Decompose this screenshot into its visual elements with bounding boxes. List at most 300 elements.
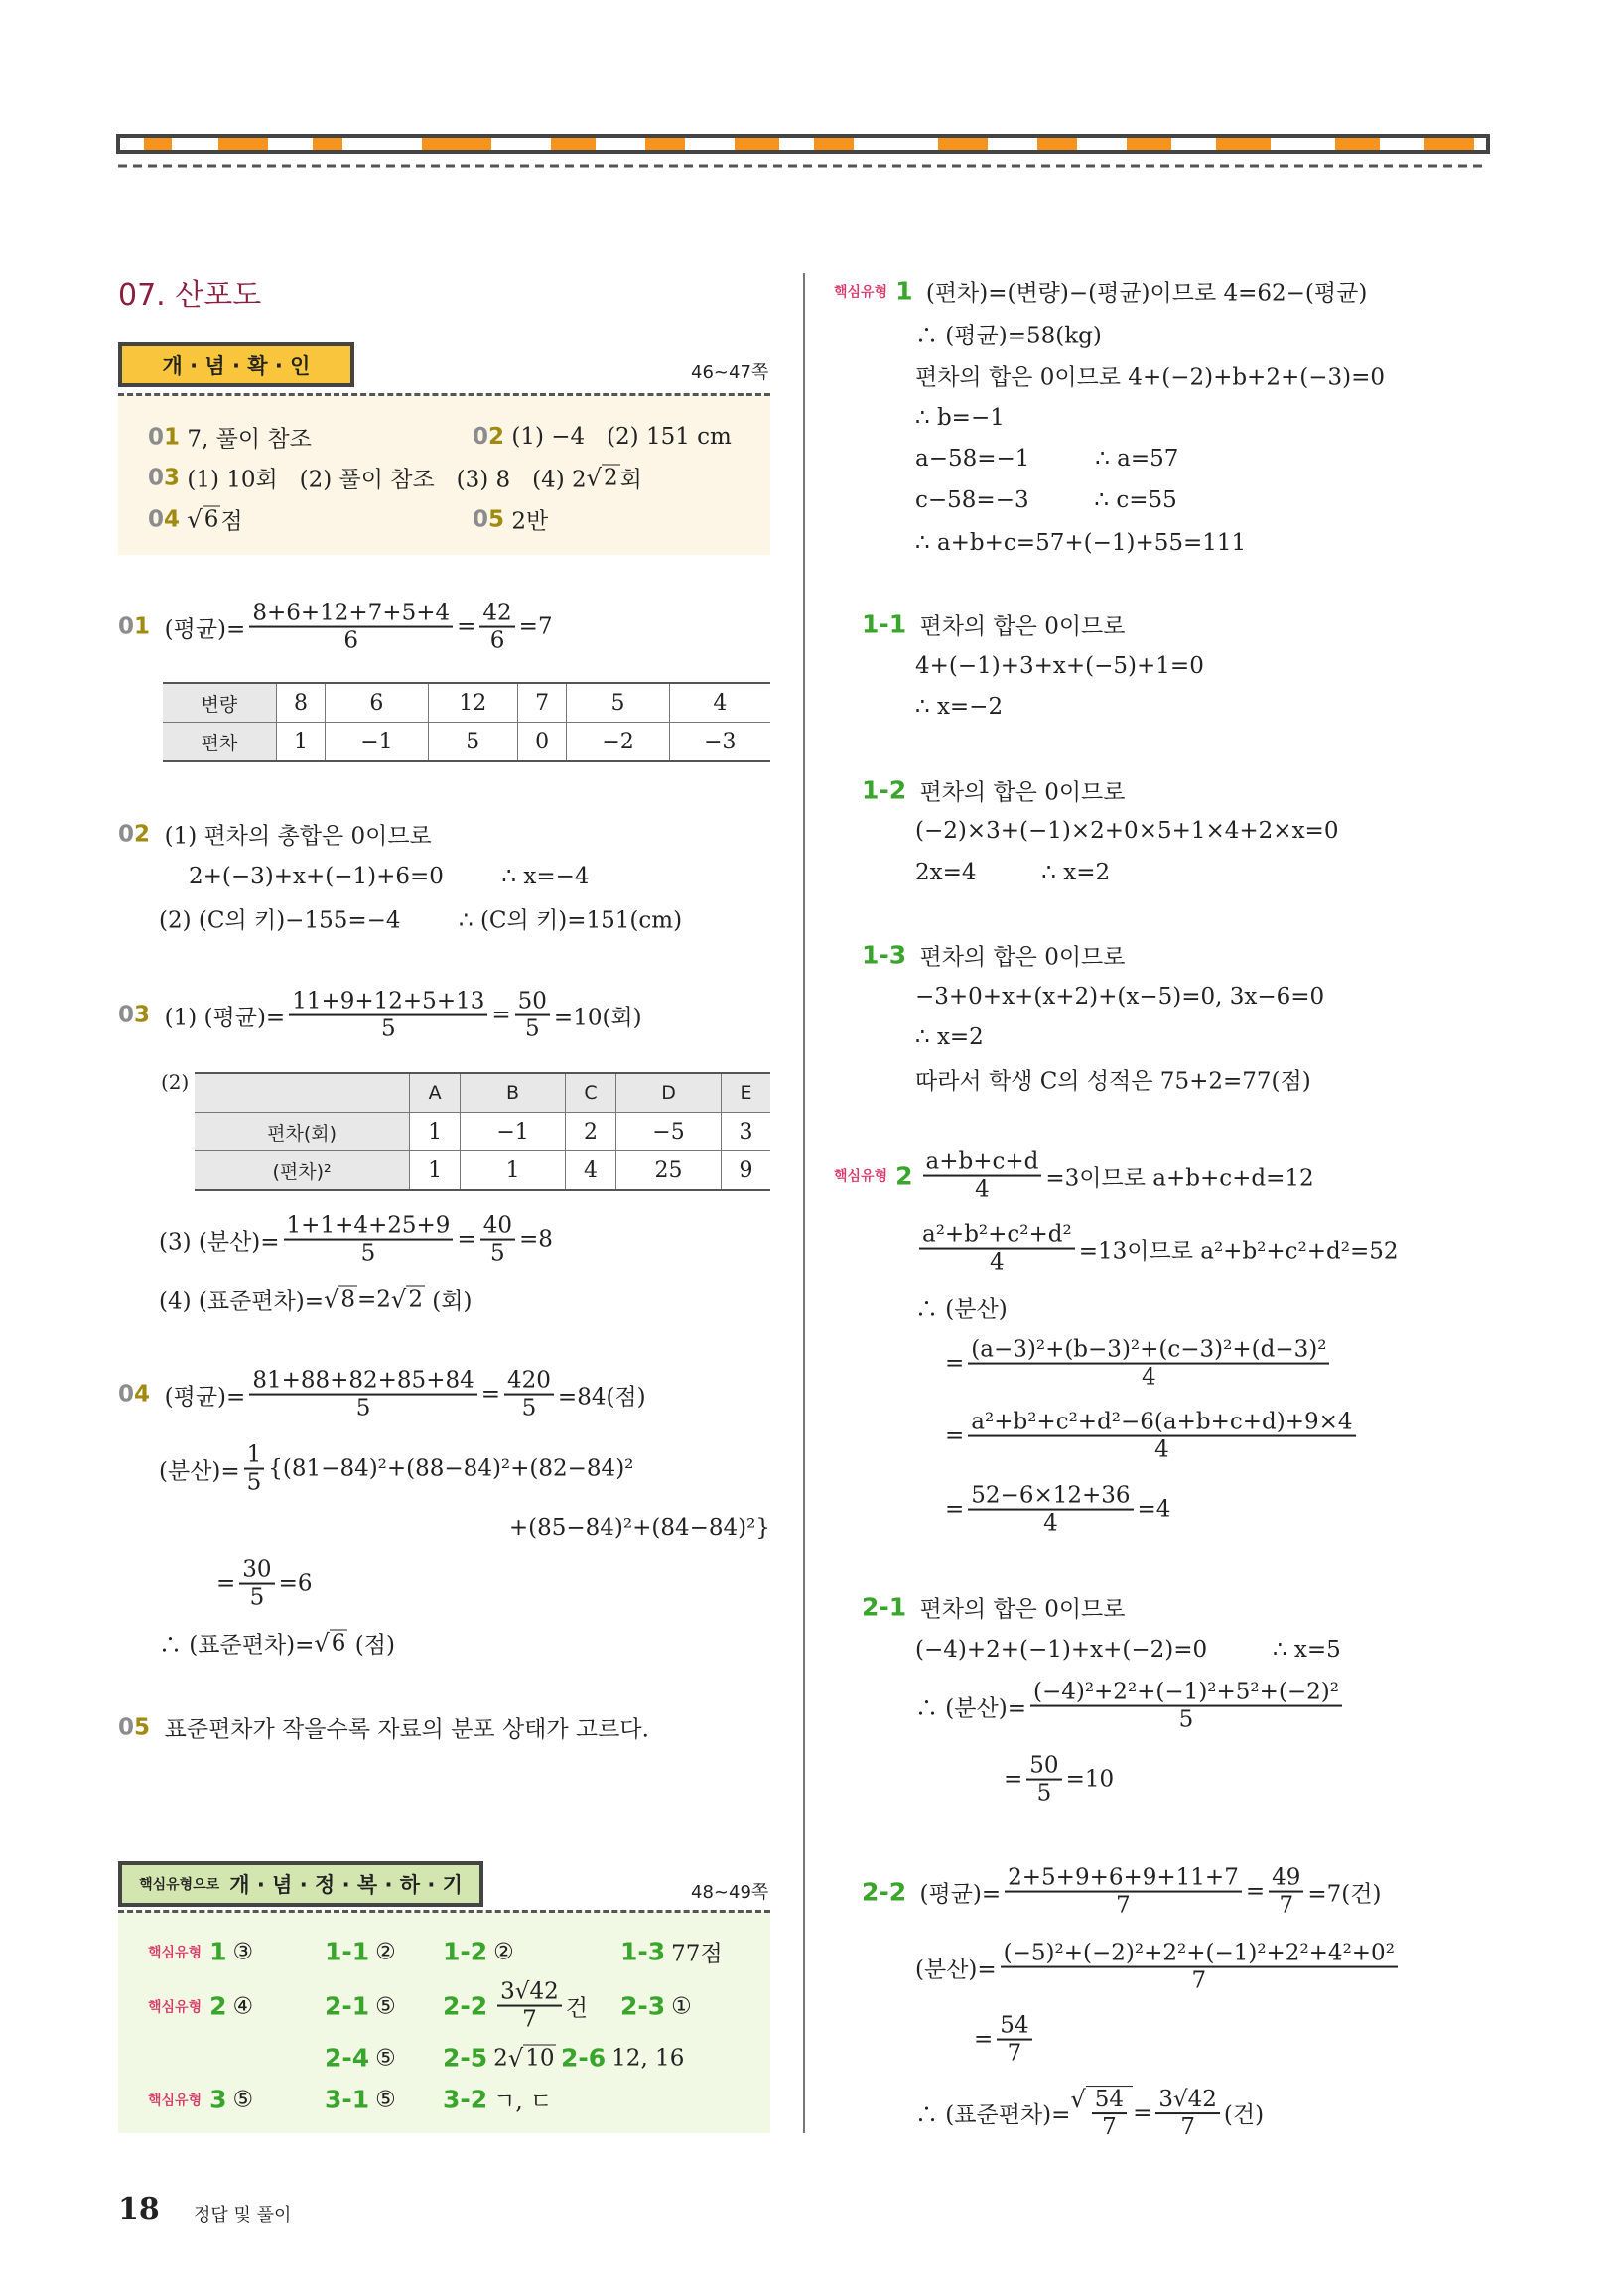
radicand	[330, 1629, 348, 1657]
problem-label: 2-6	[561, 2043, 607, 2073]
math-text: −3+0+x+(x+2)+(x−5)=0, 3x−6=0	[915, 984, 1325, 1010]
table-cell: −3	[669, 723, 770, 762]
fraction	[479, 601, 514, 655]
math-text: (건)	[1223, 2102, 1265, 2129]
denominator: 7	[1279, 1893, 1294, 1919]
table-header-cell: (편차)²	[195, 1151, 410, 1191]
stripe-segment	[814, 138, 854, 150]
core-type-2-line	[945, 1410, 1360, 1464]
denominator: 5	[521, 1396, 537, 1421]
column-divider	[803, 273, 805, 2133]
math-text: =	[480, 1382, 501, 1408]
math-text: ②	[493, 1939, 514, 1964]
denominator: 7	[1191, 1968, 1207, 1994]
core-type-1-line	[915, 530, 1246, 556]
problem-number: 05	[473, 506, 505, 532]
answer-05	[473, 503, 548, 536]
problem-2-2-line	[862, 1865, 1381, 1920]
core-type-tag: 핵심유형	[148, 1999, 203, 2015]
math-text: 8	[340, 1286, 356, 1312]
problem-1-3-line	[915, 1024, 984, 1050]
core-type-2-line	[945, 1483, 1170, 1538]
denominator: 5	[246, 1470, 262, 1496]
answer-item	[325, 1938, 396, 1966]
fraction	[249, 601, 453, 655]
stripe-segment	[551, 138, 596, 150]
problem-label: 2-5	[443, 2043, 488, 2073]
math-text: ∴ (분산)	[915, 1296, 1008, 1323]
solution-04-line	[509, 1515, 770, 1541]
denominator: 4	[1043, 1511, 1058, 1537]
square-root	[391, 1285, 425, 1313]
math-text: 따라서 학생 C의 성적은 75+2=77(점)	[915, 1068, 1311, 1095]
numerator: 49	[1269, 1865, 1303, 1893]
core-type-1-line	[915, 405, 1005, 431]
numerator: 11+9+12+5+13	[289, 989, 487, 1016]
problem-number: 01	[118, 614, 151, 640]
math-text: ∴ b=−1	[915, 405, 1005, 431]
problem-number-digit: 2	[488, 424, 505, 450]
problem-label: 2-1	[325, 1991, 370, 2021]
radical-sign-icon: √	[390, 1285, 407, 1313]
math-text: +(85−84)²+(84−84)²}	[508, 1515, 770, 1541]
problem-number-digit: 1	[134, 614, 151, 640]
numerator: 8+6+12+7+5+4	[249, 601, 453, 628]
math-text: (1) 10회 (2) 풀이 참조 (3) 8 (4) 2	[180, 467, 587, 493]
problem-number-digit: 5	[134, 1714, 151, 1740]
math-text: ⑤	[375, 2087, 396, 2112]
math-text: ∴ (분산)=	[915, 1695, 1026, 1722]
radical-sign-icon: √	[586, 464, 603, 491]
table-cell: 7	[517, 683, 567, 723]
problem-number-digit: 2	[134, 821, 151, 847]
answer-item	[325, 2086, 396, 2114]
problem-number-digit: 5	[488, 506, 505, 532]
solution-04-line	[159, 1442, 633, 1497]
table-header-cell: C	[566, 1073, 616, 1113]
numerator: a²+b²+c²+d²−6(a+b+c+d)+9×4	[968, 1410, 1355, 1437]
math-text: 회	[619, 467, 642, 493]
solution-03-line	[159, 1213, 553, 1268]
fraction	[1005, 1865, 1242, 1920]
core-type-1-line	[915, 318, 1102, 350]
problem-number: 05	[118, 1714, 151, 1740]
problem-label: 1	[895, 276, 913, 306]
square-root	[314, 1629, 347, 1657]
table-cell: 12	[428, 683, 517, 723]
math-text: 12, 16	[611, 2045, 685, 2071]
problem-1-2-line	[915, 818, 1338, 844]
math-text: =8	[519, 1227, 553, 1253]
table-cell: −1	[326, 723, 428, 762]
square-root	[187, 505, 220, 533]
math-text: 편차의 합은 0이므로	[912, 1596, 1126, 1623]
denominator: 5	[355, 1396, 371, 1421]
problem-label: 1-2	[443, 1937, 488, 1966]
solution-03-line	[118, 989, 642, 1043]
section-banner-concept-mastery	[118, 1861, 483, 1907]
table-cell: 8	[276, 683, 326, 723]
deviation-table-03	[195, 1072, 770, 1191]
stripe-segment	[144, 138, 172, 150]
math-text: ∴ (표준편차)=	[159, 1632, 315, 1659]
numerator: 420	[504, 1368, 554, 1396]
fraction	[1155, 2087, 1220, 2141]
core-type-tag: 핵심유형	[148, 1945, 203, 1960]
page-range: 46~47쪽	[691, 362, 769, 383]
deviation-table-01	[163, 682, 770, 762]
divider	[118, 1910, 770, 1913]
answer-item	[620, 1992, 692, 2021]
denominator: 5	[249, 1585, 265, 1611]
math-text: 10	[525, 2045, 555, 2071]
section-banner-concept-check: 개 · 념 · 확 · 인	[118, 342, 354, 387]
math-text: ⑤	[375, 1993, 396, 2019]
radical-sign-icon: √	[187, 505, 203, 533]
math-text: 편차의 합은 0이므로	[912, 779, 1126, 806]
table-header-row	[195, 1073, 770, 1113]
stripe-segment	[1216, 138, 1271, 150]
fraction	[249, 1368, 476, 1422]
problem-number: 03	[148, 465, 181, 490]
fraction	[1001, 1941, 1398, 1995]
math-text: =	[457, 1227, 476, 1253]
answer-01	[148, 421, 312, 454]
numerator: 30	[239, 1557, 274, 1585]
answer-item	[620, 1936, 723, 1968]
table-cell: 1	[410, 1151, 461, 1191]
denominator: 7	[1007, 2041, 1022, 2067]
problem-number: 02	[473, 424, 505, 450]
math-text: =	[1004, 1767, 1023, 1793]
denominator: 6	[343, 628, 359, 654]
answer-item	[325, 2044, 396, 2073]
sub-label: (2)	[161, 1070, 190, 1094]
math-text: ③	[232, 1939, 254, 1964]
math-text: (평균)=	[912, 1881, 1002, 1908]
math-text: (1) (평균)=	[150, 1005, 286, 1031]
problem-2-1-line	[862, 1591, 1125, 1624]
math-text: 6	[331, 1630, 346, 1656]
problem-label: 2-1	[862, 1592, 907, 1622]
answer-04	[148, 503, 243, 536]
problem-1-2-line	[862, 774, 1125, 807]
problem-number-digit: 1	[164, 424, 181, 450]
fraction	[1092, 2087, 1127, 2141]
core-type-tag: 핵심유형	[834, 284, 888, 300]
numerator: 1	[244, 1442, 265, 1470]
fraction	[497, 1979, 562, 2034]
fraction	[1269, 1865, 1303, 1920]
problem-1-3-line	[915, 984, 1324, 1010]
math-text: (평균)=	[150, 616, 246, 643]
table-header-cell	[195, 1073, 410, 1113]
numerator: 52−6×12+36	[968, 1483, 1133, 1511]
math-text: ②	[375, 1939, 396, 1964]
problem-number-digit: 4	[164, 506, 181, 532]
math-text: {(81−84)²+(88−84)²+(82−84)²	[268, 1456, 634, 1482]
problem-label: 2-2	[862, 1877, 907, 1907]
numerator: a+b+c+d	[923, 1149, 1042, 1177]
fraction	[239, 1557, 274, 1612]
table-cell: 9	[722, 1151, 770, 1191]
answer-item	[561, 2044, 684, 2073]
fraction	[1030, 1680, 1342, 1734]
table-cell: 3	[722, 1113, 770, 1151]
table-cell: 25	[615, 1151, 721, 1191]
fraction	[284, 1213, 454, 1268]
numerator: (−4)²+2²+(−1)²+5²+(−2)²	[1030, 1680, 1342, 1707]
numerator: 42	[479, 601, 514, 628]
chapter-title: 07. 산포도	[118, 278, 262, 313]
math-text: 2x=4 ∴ x=2	[915, 860, 1111, 885]
denominator: 5	[490, 1241, 505, 1267]
numerator: 50	[515, 989, 550, 1016]
core-type-1-line	[834, 275, 1367, 308]
problem-2-2-line	[915, 1941, 1402, 1995]
page-number: 18	[118, 2192, 160, 2227]
problem-1-3-line	[915, 1063, 1311, 1096]
math-text: ∴ (평균)=58(kg)	[915, 323, 1102, 349]
answer-03	[148, 462, 642, 494]
denominator: 4	[1154, 1437, 1169, 1463]
math-text: 표준편차가 작을수록 자료의 분포 상태가 고르다.	[150, 1716, 649, 1743]
table-header-cell: 편차	[163, 723, 276, 762]
table-cell: 4	[669, 683, 770, 723]
math-text: ∴ x=−2	[915, 694, 1004, 720]
table-row	[195, 1151, 770, 1191]
math-text: 2	[408, 1286, 423, 1312]
math-text: ⑤	[375, 2045, 396, 2071]
solution-03-line	[159, 1283, 472, 1316]
math-text: =	[1133, 2100, 1152, 2126]
math-text: c−58=−3 ∴ c=55	[915, 487, 1177, 513]
table-cell: 1	[410, 1113, 461, 1151]
math-text: ㄱ, ㄷ	[493, 2089, 553, 2115]
core-type-2-line	[915, 1222, 1399, 1277]
stripe-segment	[938, 138, 988, 150]
stripe-segment	[218, 138, 268, 150]
math-text: (−4)+2+(−1)+x+(−2)=0 ∴ x=5	[915, 1637, 1341, 1663]
fraction	[504, 1368, 554, 1422]
answer-02	[473, 424, 732, 450]
radicand	[203, 505, 221, 533]
fraction	[919, 1222, 1075, 1277]
square-root	[1070, 2086, 1133, 2141]
math-text: ⑤	[232, 2087, 254, 2112]
core-type-1-line	[915, 446, 1178, 472]
stripe-segment	[1127, 138, 1171, 150]
stripe-segment	[422, 138, 491, 150]
solution-02-line	[118, 818, 432, 851]
table-cell: 5	[428, 723, 517, 762]
core-type-2-line	[915, 1291, 1008, 1324]
math-text: 6	[203, 506, 219, 532]
core-type-2-line	[945, 1337, 1333, 1392]
fraction	[289, 989, 487, 1043]
math-text: =	[457, 614, 476, 640]
math-text: ①	[671, 1993, 692, 2019]
numerator: 1+1+4+25+9	[284, 1213, 454, 1241]
math-text: ∴ (표준편차)=	[915, 2102, 1071, 2129]
radical-sign-icon: √	[507, 2044, 524, 2072]
math-text: =7(건)	[1307, 1881, 1382, 1908]
numerator: 81+88+82+85+84	[249, 1368, 476, 1396]
table-cell: 1	[276, 723, 326, 762]
denominator: 5	[1178, 1707, 1194, 1733]
problem-label: 2-2	[443, 1991, 488, 2021]
math-text: 2	[604, 465, 618, 490]
math-text: =4	[1137, 1497, 1171, 1523]
radicand	[523, 2044, 556, 2072]
answer-item	[148, 1992, 253, 2021]
math-text: 77점	[671, 1941, 723, 1967]
problem-label: 3	[209, 2085, 227, 2114]
math-text: =	[1245, 1879, 1266, 1905]
math-text: =13이므로 a²+b²+c²+d²=52	[1078, 1238, 1399, 1265]
square-root	[324, 1285, 357, 1313]
answer-item	[443, 1938, 514, 1966]
fraction	[515, 989, 550, 1043]
math-text: ∴ x=2	[915, 1024, 984, 1050]
answer-item	[148, 2086, 253, 2114]
problem-2-1-line	[915, 1637, 1341, 1663]
fraction	[1026, 1753, 1061, 1808]
radicand	[602, 464, 620, 491]
table-cell: 1	[461, 1151, 566, 1191]
problem-2-1-line	[915, 1680, 1346, 1734]
table-cell: −1	[461, 1113, 566, 1151]
solution-01	[118, 601, 553, 655]
problem-1-1-line	[915, 653, 1204, 679]
math-text: =10(회)	[553, 1005, 642, 1031]
math-text: (편차)=(변량)−(평균)이므로 4=62−(평균)	[918, 280, 1368, 307]
solution-04-line	[216, 1557, 312, 1612]
stripe-segment	[1037, 138, 1077, 150]
math-text: a−58=−1 ∴ a=57	[915, 446, 1179, 472]
math-text: ④	[232, 1993, 254, 2019]
fraction	[480, 1213, 515, 1268]
radical-sign-icon: √	[314, 1629, 330, 1657]
problem-2-2-line	[915, 2086, 1264, 2141]
core-type-tag: 핵심유형	[834, 1169, 888, 1185]
table-cell: 2	[566, 1113, 616, 1151]
page-range: 48~49쪽	[691, 1882, 769, 1903]
square-root	[587, 464, 620, 491]
core-type-1-line	[915, 359, 1385, 392]
denominator: 5	[524, 1016, 540, 1042]
core-type-1-line	[915, 487, 1177, 513]
solution-05	[118, 1711, 649, 1744]
table-cell: −2	[567, 723, 669, 762]
problem-label: 2	[895, 1161, 913, 1191]
math-text: (2) (C의 키)−155=−4 ∴ (C의 키)=151(cm)	[159, 907, 683, 934]
fraction	[244, 1442, 265, 1497]
math-text: =	[945, 1351, 965, 1377]
math-text: (1) 편차의 총합은 0이므로	[150, 823, 432, 850]
solution-02-line	[159, 902, 682, 935]
problem-label: 1-1	[862, 609, 907, 639]
math-text: =	[216, 1571, 236, 1597]
math-text: 편차의 합은 0이므로	[912, 944, 1126, 971]
fraction	[968, 1410, 1355, 1464]
table-cell: −5	[615, 1113, 721, 1151]
stripe-segment	[645, 138, 685, 150]
problem-number: 04	[118, 1382, 151, 1408]
math-text: (분산)=	[915, 1957, 997, 1983]
math-text: 2반	[504, 508, 549, 535]
denominator: 4	[975, 1177, 990, 1203]
math-text: =	[945, 1423, 965, 1449]
answer-item	[148, 1938, 253, 1966]
math-text: =	[491, 1003, 511, 1028]
math-text: =84(점)	[557, 1384, 646, 1411]
problem-label: 1-2	[862, 775, 907, 805]
math-text: =	[945, 1497, 965, 1523]
table-row	[163, 683, 770, 723]
table-cell: 5	[567, 683, 669, 723]
math-text: =	[974, 2027, 994, 2053]
fraction	[997, 2013, 1031, 2068]
table-cell: 6	[326, 683, 428, 723]
math-text: (점)	[347, 1632, 395, 1659]
problem-1-1-line	[862, 608, 1125, 641]
divider	[118, 393, 770, 396]
math-text: 점	[220, 508, 243, 535]
answer-item	[325, 1992, 396, 2021]
math-text	[180, 506, 187, 532]
problem-number: 02	[118, 821, 151, 847]
numerator: (a−3)²+(b−3)²+(c−3)²+(d−3)²	[968, 1337, 1329, 1365]
answer-item	[443, 1979, 588, 2034]
math-text: (1) −4 (2) 151 cm	[504, 424, 732, 450]
math-text: (−2)×3+(−1)×2+0×5+1×4+2×x=0	[915, 818, 1339, 844]
fraction	[923, 1149, 1042, 1204]
math-text: (3) (분산)=	[159, 1229, 280, 1256]
core-type-tag: 핵심유형	[148, 2093, 203, 2108]
radicand	[1086, 2086, 1133, 2141]
numerator: 50	[1026, 1753, 1061, 1781]
banner-prefix: 핵심유형으로	[139, 1877, 220, 1893]
answer-item	[443, 2084, 552, 2116]
problem-label: 3-1	[325, 2085, 370, 2114]
problem-number: 04	[148, 506, 181, 532]
denominator: 5	[360, 1241, 376, 1267]
stripe-segment	[735, 138, 779, 150]
math-text: (분산)=	[159, 1458, 240, 1485]
problem-1-2-line	[915, 860, 1110, 885]
solution-02-line	[189, 864, 590, 889]
problem-label: 2-4	[325, 2043, 370, 2073]
table-cell: 0	[517, 723, 567, 762]
problem-label: 2-3	[620, 1991, 666, 2021]
problem-number: 03	[118, 1003, 151, 1028]
denominator: 4	[1142, 1365, 1156, 1391]
banner-title: 개 · 념 · 정 · 복 · 하 · 기	[229, 1873, 463, 1897]
problem-2-2-line	[974, 2013, 1036, 2068]
fraction	[968, 1483, 1133, 1538]
math-text: 건	[565, 1995, 588, 2022]
denominator: 4	[990, 1250, 1005, 1276]
math-text: =7	[518, 614, 553, 640]
core-type-2-line	[834, 1149, 1314, 1204]
radical-sign-icon: √	[1070, 2086, 1086, 2114]
numerator: a²+b²+c²+d²	[919, 1222, 1075, 1250]
denominator: 5	[1036, 1781, 1052, 1807]
table-header-cell: 편차(회)	[195, 1113, 410, 1151]
problem-1-3-line	[862, 939, 1125, 972]
problem-label: 1-3	[620, 1937, 666, 1966]
